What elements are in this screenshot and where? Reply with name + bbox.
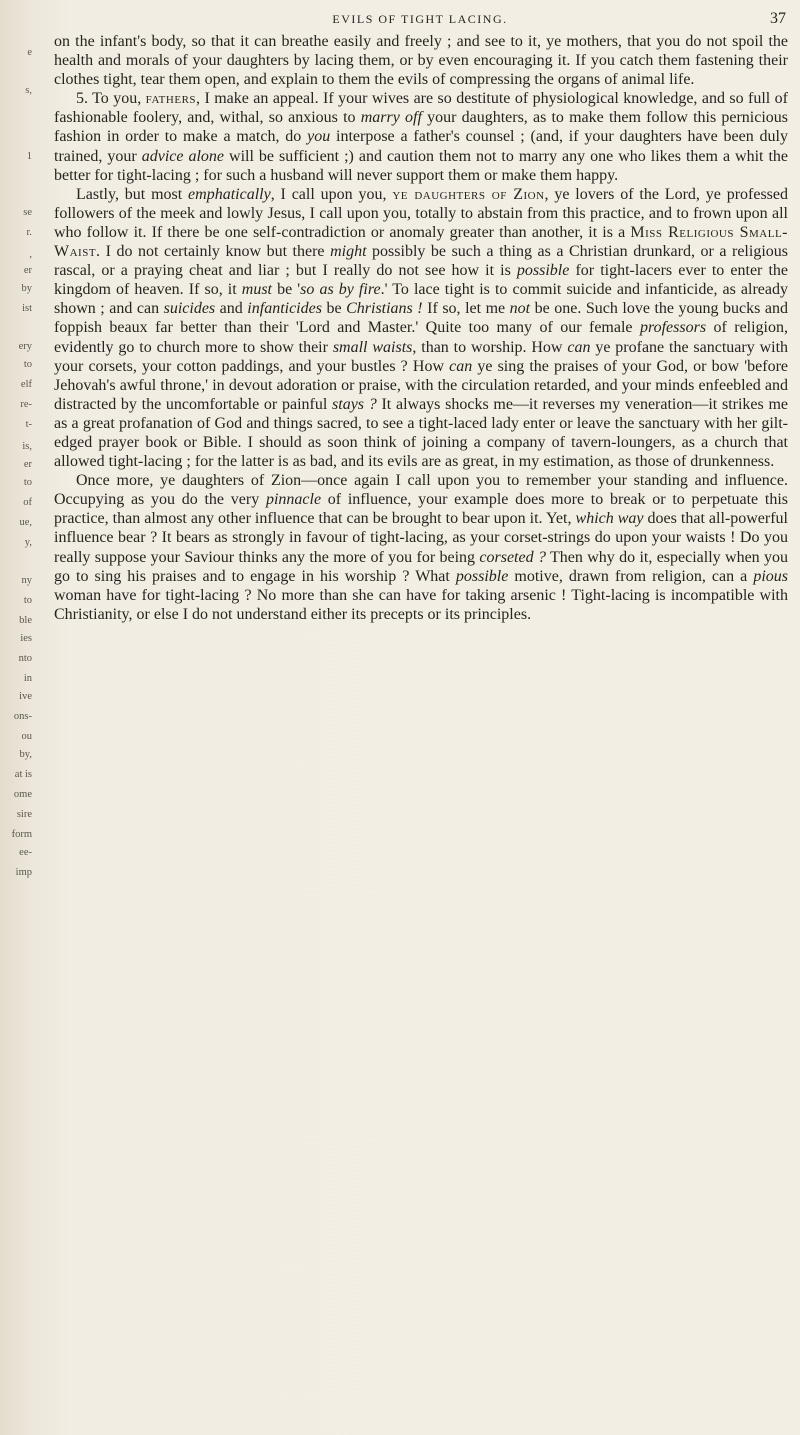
- text-run: will be sufficient ;) and caution them not to marry any one who likes them a whit the better for tight-lacing ; for such a husband will never support them or make them happy.: [54, 147, 789, 184]
- italic-text: infanticides: [247, 300, 322, 318]
- text-run: be: [321, 300, 347, 318]
- bleed-fragment: ble: [19, 615, 32, 626]
- bleed-fragment: at is: [14, 769, 32, 780]
- bleed-fragment: is,: [22, 441, 32, 452]
- text-run: Once more, ye daughters of Zion—once again I call upon you to remember your standing and influence. Occupying as you do the very: [54, 472, 788, 509]
- text-run: be one. Such love the young bucks and foppish beaux far better than their 'Lord and Master.' Quite too many of our female: [54, 300, 789, 337]
- bleed-fragment: to: [23, 359, 32, 370]
- facing-page-bleed: [0, 0, 34, 880]
- italic-text: suicides: [163, 300, 216, 318]
- bleed-fragment: y,: [24, 537, 32, 548]
- text-run: of influence, your example does more to break or to perpetuate this practice, than almost any other influence that can be brought to bear upon it. Yet,: [54, 491, 788, 528]
- bleed-fragment: ome: [13, 789, 32, 800]
- bleed-fragment: to: [23, 477, 32, 488]
- text-run: . I do not certainly know but there: [96, 243, 331, 261]
- text-run: your daughters, as to make them follow this pernicious fashion in order to make a match, do: [54, 109, 789, 146]
- bleed-fragment: sire: [16, 809, 32, 820]
- text-run: It always shocks me—it reverses my veneration—it strikes me as a great profanation of God and things sacred, to see a tight-laced lady enter or leave the sanctuary with her gilt-edged prayer book or Bible. I should as soon think of joining a company of tavern-loungers, as a church that allowed tight-lacing ; for the latter is as bad, and its evils are as great, in my estimation, as those of drunkenness.: [54, 395, 789, 471]
- italic-text: so as by fire: [300, 281, 381, 299]
- text-run: ye sing the praises of your God, or bow 'before Jehovah's awful throne,' in devout adoration or praise, with the circulation retarded, and your minds enfeebled and distracted by the uncomfortable or painful: [54, 357, 789, 413]
- text-run: .' To lace tight is to commit suicide and infanticide, as already shown ; and can: [54, 281, 788, 318]
- text-run: and: [215, 300, 248, 318]
- bleed-fragment: r.: [26, 227, 32, 238]
- text-run: be ': [272, 281, 301, 299]
- bleed-fragment: 1: [26, 151, 32, 162]
- italic-text: small waists: [332, 338, 413, 356]
- bleed-fragment: by: [21, 283, 32, 294]
- italic-text: corseted ?: [479, 548, 546, 566]
- bleed-fragment: se: [23, 207, 32, 218]
- paragraph: [54, 89, 788, 184]
- bleed-fragment: nto: [18, 653, 32, 664]
- page-number: 37: [770, 10, 786, 27]
- bleed-fragment: ny: [21, 575, 32, 586]
- italic-text: can: [449, 357, 473, 375]
- bleed-fragment: ery: [18, 341, 32, 352]
- bleed-fragment: elf: [20, 379, 32, 390]
- italic-text: advice alone: [141, 147, 225, 165]
- italic-text: can: [567, 338, 591, 356]
- bleed-fragment: re-: [20, 399, 32, 410]
- text-run: possibly be such a thing as a Christian drunkard, or a religious rascal, or a praying cheat and liar ; but I really do not see how it is: [54, 243, 788, 280]
- bleed-fragment: er: [23, 459, 32, 470]
- italic-text: possible: [455, 567, 509, 585]
- text-run: for tight-lacers ever to enter the kingdom of heaven. If so, it: [54, 262, 789, 299]
- italic-text: emphatically: [188, 185, 271, 203]
- bleed-fragment: t-: [25, 419, 32, 430]
- text-run: , than to worship. How: [412, 338, 568, 356]
- bleed-fragment: imp: [15, 867, 32, 878]
- text-run: motive, drawn from religion, can a: [508, 567, 754, 585]
- text-run: Lastly, but most: [76, 185, 189, 203]
- small-caps-text: ye daughters of Zion: [392, 185, 545, 203]
- italic-text: marry off: [360, 109, 422, 127]
- bleed-fragment: of: [23, 497, 32, 508]
- italic-text: professors: [639, 319, 707, 337]
- text-run: 5. To you,: [76, 90, 146, 108]
- small-caps-text: fathers: [145, 90, 197, 108]
- paragraph: [54, 32, 788, 89]
- running-title: EVILS OF TIGHT LACING.: [332, 12, 508, 26]
- bleed-fragment: er: [23, 265, 32, 276]
- bleed-fragment: ons-: [13, 711, 32, 722]
- text-run: ye profane the sanctuary with your corsets, your cotton paddings, and your bustles ? How: [54, 338, 789, 375]
- bleed-fragment: in: [23, 673, 32, 684]
- small-caps-text: Miss Religious Small-Waist: [54, 223, 789, 261]
- text-run: woman have for tight-lacing ? No more than she can have for taking arsenic ! Tight-lacing is incompatible with Christianity, or else I do not understand either its precepts or its principles.: [54, 586, 788, 623]
- bleed-fragment: ue,: [19, 517, 32, 528]
- italic-text: might: [330, 243, 367, 261]
- italic-text: possible: [516, 262, 570, 280]
- italic-text: which way: [575, 510, 644, 528]
- text-run: on the infant's body, so that it can breathe easily and freely ; and see to it, ye mothers, that you do not spoil the health and morals of your daughters by lacing them, or by even encouraging it. If you catch them fastening their clothes tight, tear them open, and explain to them the evils of compressing the organs of animal life.: [54, 33, 788, 89]
- text-run: , I make an appeal. If your wives are so destitute of physiological knowledge, and so full of fashionable foolery, and, withal, so anxious to: [54, 90, 788, 127]
- bleed-fragment: ee-: [19, 847, 32, 858]
- bleed-fragment: by,: [19, 749, 32, 760]
- text-run: , I call upon you,: [270, 185, 393, 203]
- bleed-fragment: form: [11, 829, 32, 840]
- italic-text: you: [307, 128, 331, 146]
- bleed-fragment: ies: [20, 633, 32, 644]
- italic-text: not: [509, 300, 531, 318]
- bleed-fragment: to: [23, 595, 32, 606]
- bleed-fragment: ou: [21, 731, 32, 742]
- text-run: does that all-powerful influence bear ? It bears as strongly in favour of tight-lacing, as your corset-strings do upon your waists ! Do you really suppose your Saviour thinks any the more of you for being: [54, 510, 788, 566]
- bleed-fragment: ,: [29, 249, 32, 260]
- body-text: [54, 32, 788, 624]
- text-run: Then why do it, especially when you go to sing his praises and to engage in his worship ? What: [54, 548, 789, 585]
- paragraph: [54, 471, 788, 624]
- italic-text: stays ?: [332, 395, 377, 413]
- text-run: interpose a father's counsel ; (and, if your daughters have been duly trained, your: [54, 128, 789, 165]
- paragraph: [54, 185, 788, 471]
- italic-text: pious: [753, 567, 789, 585]
- italic-text: must: [241, 281, 272, 299]
- bleed-fragment: ive: [19, 691, 32, 702]
- bleed-fragment: ist: [22, 303, 32, 314]
- bleed-fragment: s,: [25, 85, 32, 96]
- text-run: , ye lovers of the Lord, ye professed followers of the meek and lowly Jesus, I call upon you, totally to abstain from this practice, and to frown upon all who follow it. If there be one self-contradiction or anomaly greater than another, it is a: [54, 185, 789, 241]
- bleed-fragment: e: [27, 47, 32, 58]
- italic-text: Christians !: [346, 300, 423, 318]
- italic-text: pinnacle: [265, 491, 322, 509]
- text-run: of religion, evidently go to church more to show their: [54, 319, 789, 356]
- text-run: If so, let me: [422, 300, 510, 318]
